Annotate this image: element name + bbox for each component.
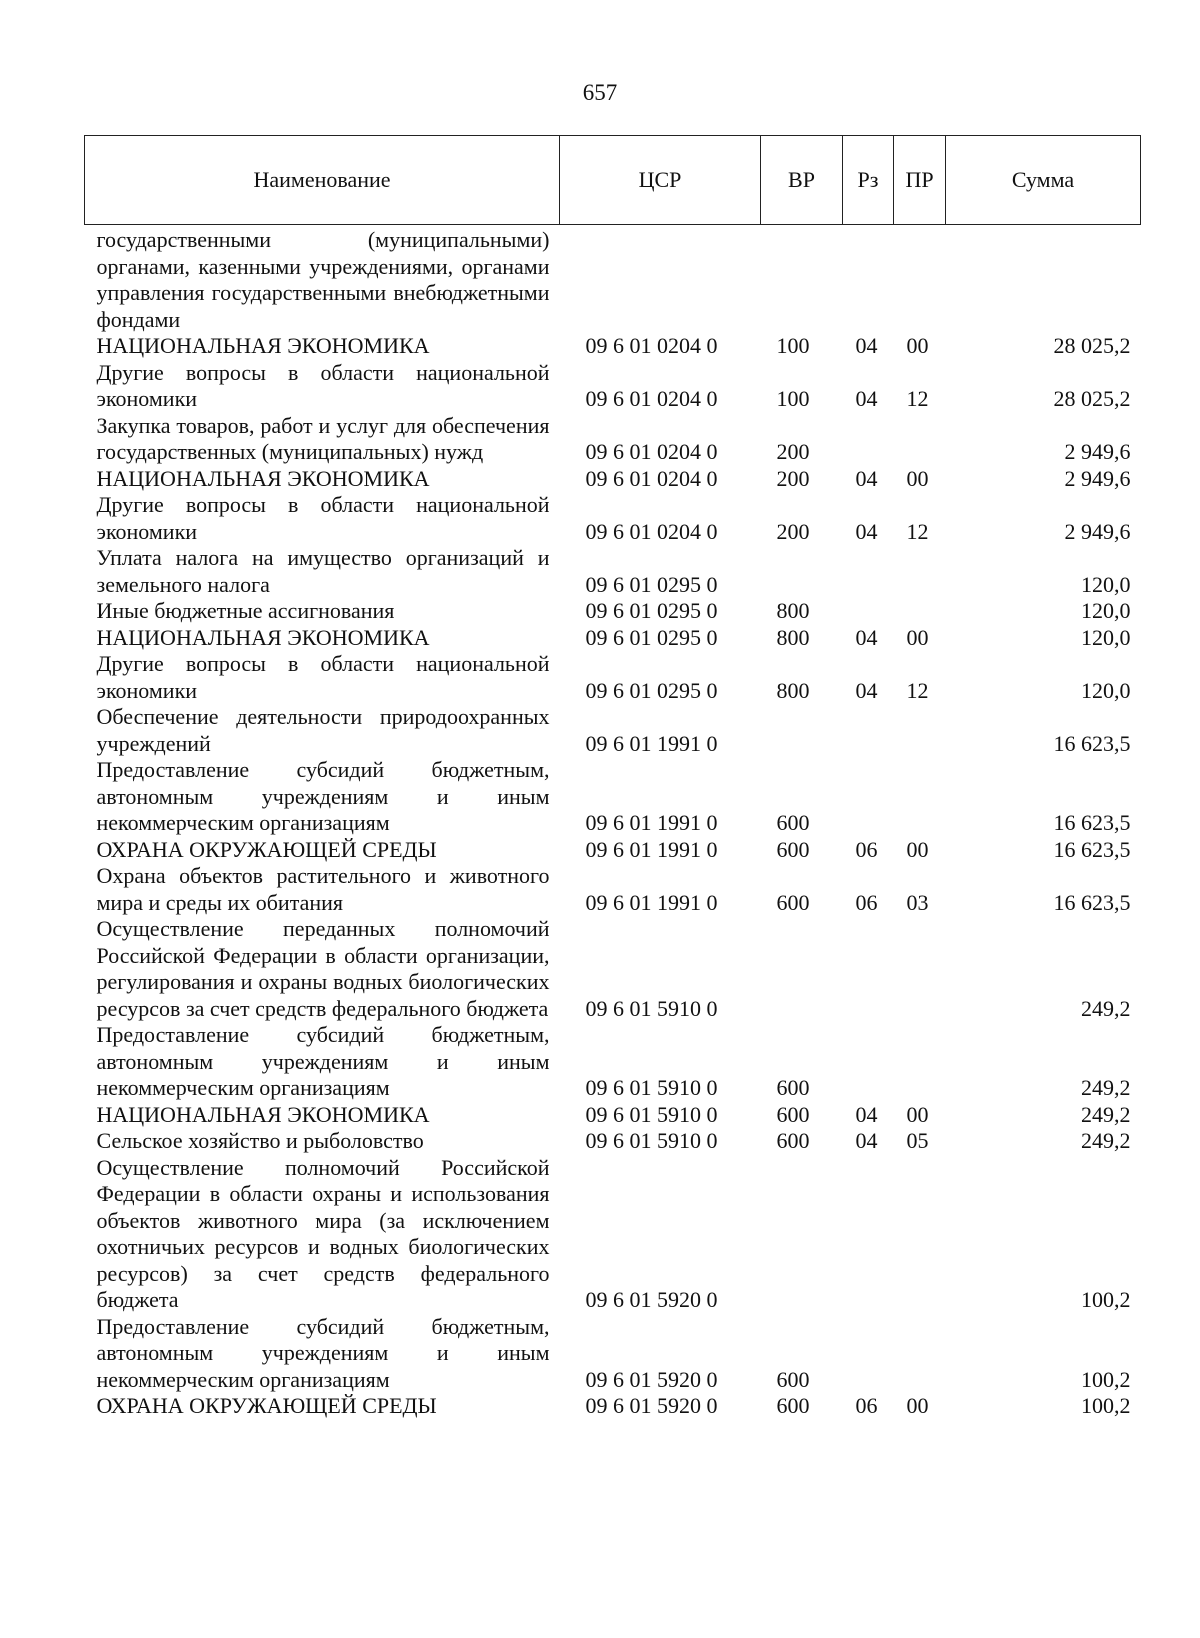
cell-csr: 09 6 01 5910 0 [585,1075,718,1100]
cell-vr: 600 [776,1075,810,1100]
cell-rz: 04 [855,386,878,411]
table-row [85,1022,1141,1102]
cell-sum: 28 025,2 [1053,333,1131,358]
cell-rz [843,704,894,757]
cell-vr: 100 [776,333,810,358]
cell-csr: 09 6 01 0204 0 [585,465,718,491]
cell-sum: 249,2 [1081,995,1131,1021]
cell-vr [761,916,843,1022]
cell-rz [843,598,894,625]
cell-csr: 09 6 01 0204 0 [585,386,718,411]
table-header [85,136,1141,225]
cell-sum: 120,0 [1081,677,1131,703]
cell-name: ОХРАНА ОКРУЖАЮЩЕЙ СРЕДЫ [96,1393,437,1418]
header-vr: ВР [761,136,843,225]
cell-vr [761,1155,843,1314]
cell-name: НАЦИОНАЛЬНАЯ ЭКОНОМИКА [96,333,430,358]
cell-vr: 100 [776,386,810,411]
table-row [85,757,1141,837]
cell-vr: 600 [776,1128,810,1153]
cell-csr: 09 6 01 0295 0 [585,624,718,650]
table-row [85,837,1141,864]
cell-sum: 249,2 [1081,1101,1131,1127]
cell-rz: 04 [855,624,878,650]
table-row [85,333,1141,360]
cell-vr: 800 [776,677,810,703]
cell-rz [843,757,894,837]
cell-pr: 12 [906,518,929,544]
cell-csr: 09 6 01 0295 0 [585,598,718,623]
cell-pr: 00 [906,465,929,491]
cell-rz: 04 [855,518,878,544]
cell-csr: 09 6 01 1991 0 [585,810,718,835]
cell-pr [894,757,946,837]
header-pr: ПР [894,136,946,225]
cell-csr: 09 6 01 5910 0 [585,995,718,1021]
cell-vr: 200 [776,518,810,544]
cell-name: Охрана объектов растительного и животного мира и среды их обитания [96,863,550,915]
cell-pr: 00 [906,333,929,358]
table-row [85,492,1141,545]
header-csr: ЦСР [560,136,761,225]
cell-pr [894,1022,946,1102]
cell-vr: 600 [776,810,810,835]
cell-rz: 06 [855,836,878,862]
cell-name: ОХРАНА ОКРУЖАЮЩЕЙ СРЕДЫ [96,836,437,862]
cell-sum: 120,0 [1081,571,1131,597]
cell-rz [843,1155,894,1314]
cell-csr: 09 6 01 0295 0 [585,677,718,703]
cell-vr [761,225,843,334]
cell-rz: 04 [855,333,878,358]
cell-rz: 06 [855,889,878,915]
cell-name: Уплата налога на имущество организаций и земельного налога [96,545,550,597]
cell-sum: 16 623,5 [1053,730,1131,756]
cell-pr [894,1155,946,1314]
cell-name: Осуществление переданных полномочий Российской Федерации в области организации, регулирования и охраны водных биологических ресурсов за счет средств федерального бюджета [96,916,550,1021]
cell-sum: 2 949,6 [1064,465,1131,491]
cell-rz [843,1022,894,1102]
cell-name: Другие вопросы в области национальной экономики [96,359,550,411]
table-row [85,704,1141,757]
cell-sum: 16 623,5 [1053,889,1131,915]
header-sum: Сумма [946,136,1141,225]
cell-vr: 600 [776,1393,810,1418]
cell-name: Другие вопросы в области национальной экономики [96,492,550,544]
cell-vr [761,545,843,598]
table-row [85,1155,1141,1314]
cell-rz: 04 [855,677,878,703]
table-row [85,413,1141,466]
table-row [85,625,1141,652]
table-row [85,651,1141,704]
cell-csr: 09 6 01 0204 0 [585,439,718,464]
cell-pr [894,598,946,625]
table-row [85,598,1141,625]
cell-sum: 249,2 [1081,1075,1131,1100]
cell-rz [843,225,894,334]
header-rz: Рз [843,136,894,225]
cell-sum: 16 623,5 [1053,810,1131,835]
cell-csr: 09 6 01 0204 0 [585,518,718,544]
table-body [85,225,1141,1420]
cell-sum: 100,2 [1081,1393,1131,1418]
cell-rz [843,916,894,1022]
cell-vr: 800 [776,624,810,650]
cell-name: Сельское хозяйство и рыболовство [96,1128,424,1153]
budget-table [84,135,1141,1420]
cell-sum: 2 949,6 [1064,439,1131,464]
table-row [85,1102,1141,1129]
cell-vr: 200 [776,439,810,464]
cell-pr [894,1314,946,1394]
cell-name: Предоставление субсидий бюджетным, автономным учреждениям и иным некоммерческим организациям [96,757,550,835]
cell-name: Предоставление субсидий бюджетным, автономным учреждениям и иным некоммерческим организациям [96,1022,550,1100]
cell-sum: 120,0 [1081,624,1131,650]
cell-name: Обеспечение деятельности природоохранных учреждений [96,704,550,756]
cell-sum: 100,2 [1081,1287,1131,1312]
cell-rz [843,413,894,466]
cell-csr: 09 6 01 5920 0 [585,1366,718,1392]
cell-rz: 04 [855,1101,878,1127]
cell-csr: 09 6 01 5920 0 [585,1393,718,1418]
table-row [85,1393,1141,1420]
cell-pr [894,225,946,334]
cell-pr: 03 [906,889,929,915]
cell-csr [560,225,761,334]
cell-sum: 100,2 [1081,1366,1131,1392]
cell-vr: 600 [776,889,810,915]
cell-name: государственными (муниципальными) органами, казенными учреждениями, органами управления государственными внебюджетными фондами [96,227,550,332]
cell-name: Закупка товаров, работ и услуг для обеспечения государственных (муниципальных) нужд [96,412,550,464]
cell-name: Другие вопросы в области национальной экономики [96,651,550,703]
header-name: Наименование [85,136,560,225]
cell-csr: 09 6 01 1991 0 [585,836,718,862]
cell-rz [843,1314,894,1394]
cell-pr [894,413,946,466]
cell-vr: 600 [776,836,810,862]
cell-vr: 200 [776,465,810,491]
cell-name: НАЦИОНАЛЬНАЯ ЭКОНОМИКА [96,624,430,650]
cell-name: Предоставление субсидий бюджетным, автономным учреждениям и иным некоммерческим организациям [96,1313,550,1392]
cell-pr [894,545,946,598]
cell-csr: 09 6 01 5910 0 [585,1101,718,1127]
table-row [85,360,1141,413]
cell-pr [894,916,946,1022]
table-row [85,466,1141,493]
cell-csr: 09 6 01 5920 0 [585,1287,718,1312]
cell-csr: 09 6 01 0204 0 [585,333,718,358]
cell-vr: 600 [776,1366,810,1392]
cell-pr: 12 [906,386,929,411]
cell-name: Иные бюджетные ассигнования [96,598,395,623]
cell-csr: 09 6 01 5910 0 [585,1128,718,1153]
cell-csr: 09 6 01 1991 0 [585,730,718,756]
cell-csr: 09 6 01 1991 0 [585,889,718,915]
cell-sum [946,225,1141,334]
cell-rz: 04 [855,465,878,491]
table-row [85,1314,1141,1394]
cell-sum: 249,2 [1081,1128,1131,1153]
cell-rz [843,545,894,598]
table-row [85,916,1141,1022]
cell-name: Осуществление полномочий Российской Федерации в области охраны и использования объектов животного мира (за исключением охотничьих ресурсов и водных биологических ресурсов) за счет средств федерального бюджета [96,1154,550,1312]
cell-name: НАЦИОНАЛЬНАЯ ЭКОНОМИКА [96,465,430,491]
cell-vr [761,704,843,757]
cell-rz: 06 [855,1393,878,1418]
cell-pr: 00 [906,836,929,862]
cell-pr: 00 [906,1393,929,1418]
cell-rz: 04 [855,1128,878,1153]
table-row [85,545,1141,598]
page-number: 657 [582,80,618,105]
cell-pr: 00 [906,1101,929,1127]
cell-sum: 16 623,5 [1053,836,1131,862]
cell-pr: 05 [906,1128,929,1153]
table-row [85,225,1141,334]
table-row [85,863,1141,916]
cell-vr: 800 [776,598,810,623]
cell-sum: 2 949,6 [1064,518,1131,544]
cell-name: НАЦИОНАЛЬНАЯ ЭКОНОМИКА [96,1101,430,1127]
table-row [85,1128,1141,1155]
cell-sum: 28 025,2 [1053,386,1131,411]
cell-sum: 120,0 [1081,598,1131,623]
cell-csr: 09 6 01 0295 0 [585,571,718,597]
cell-vr: 600 [776,1101,810,1127]
cell-pr [894,704,946,757]
cell-pr: 00 [906,624,929,650]
cell-pr: 12 [906,677,929,703]
